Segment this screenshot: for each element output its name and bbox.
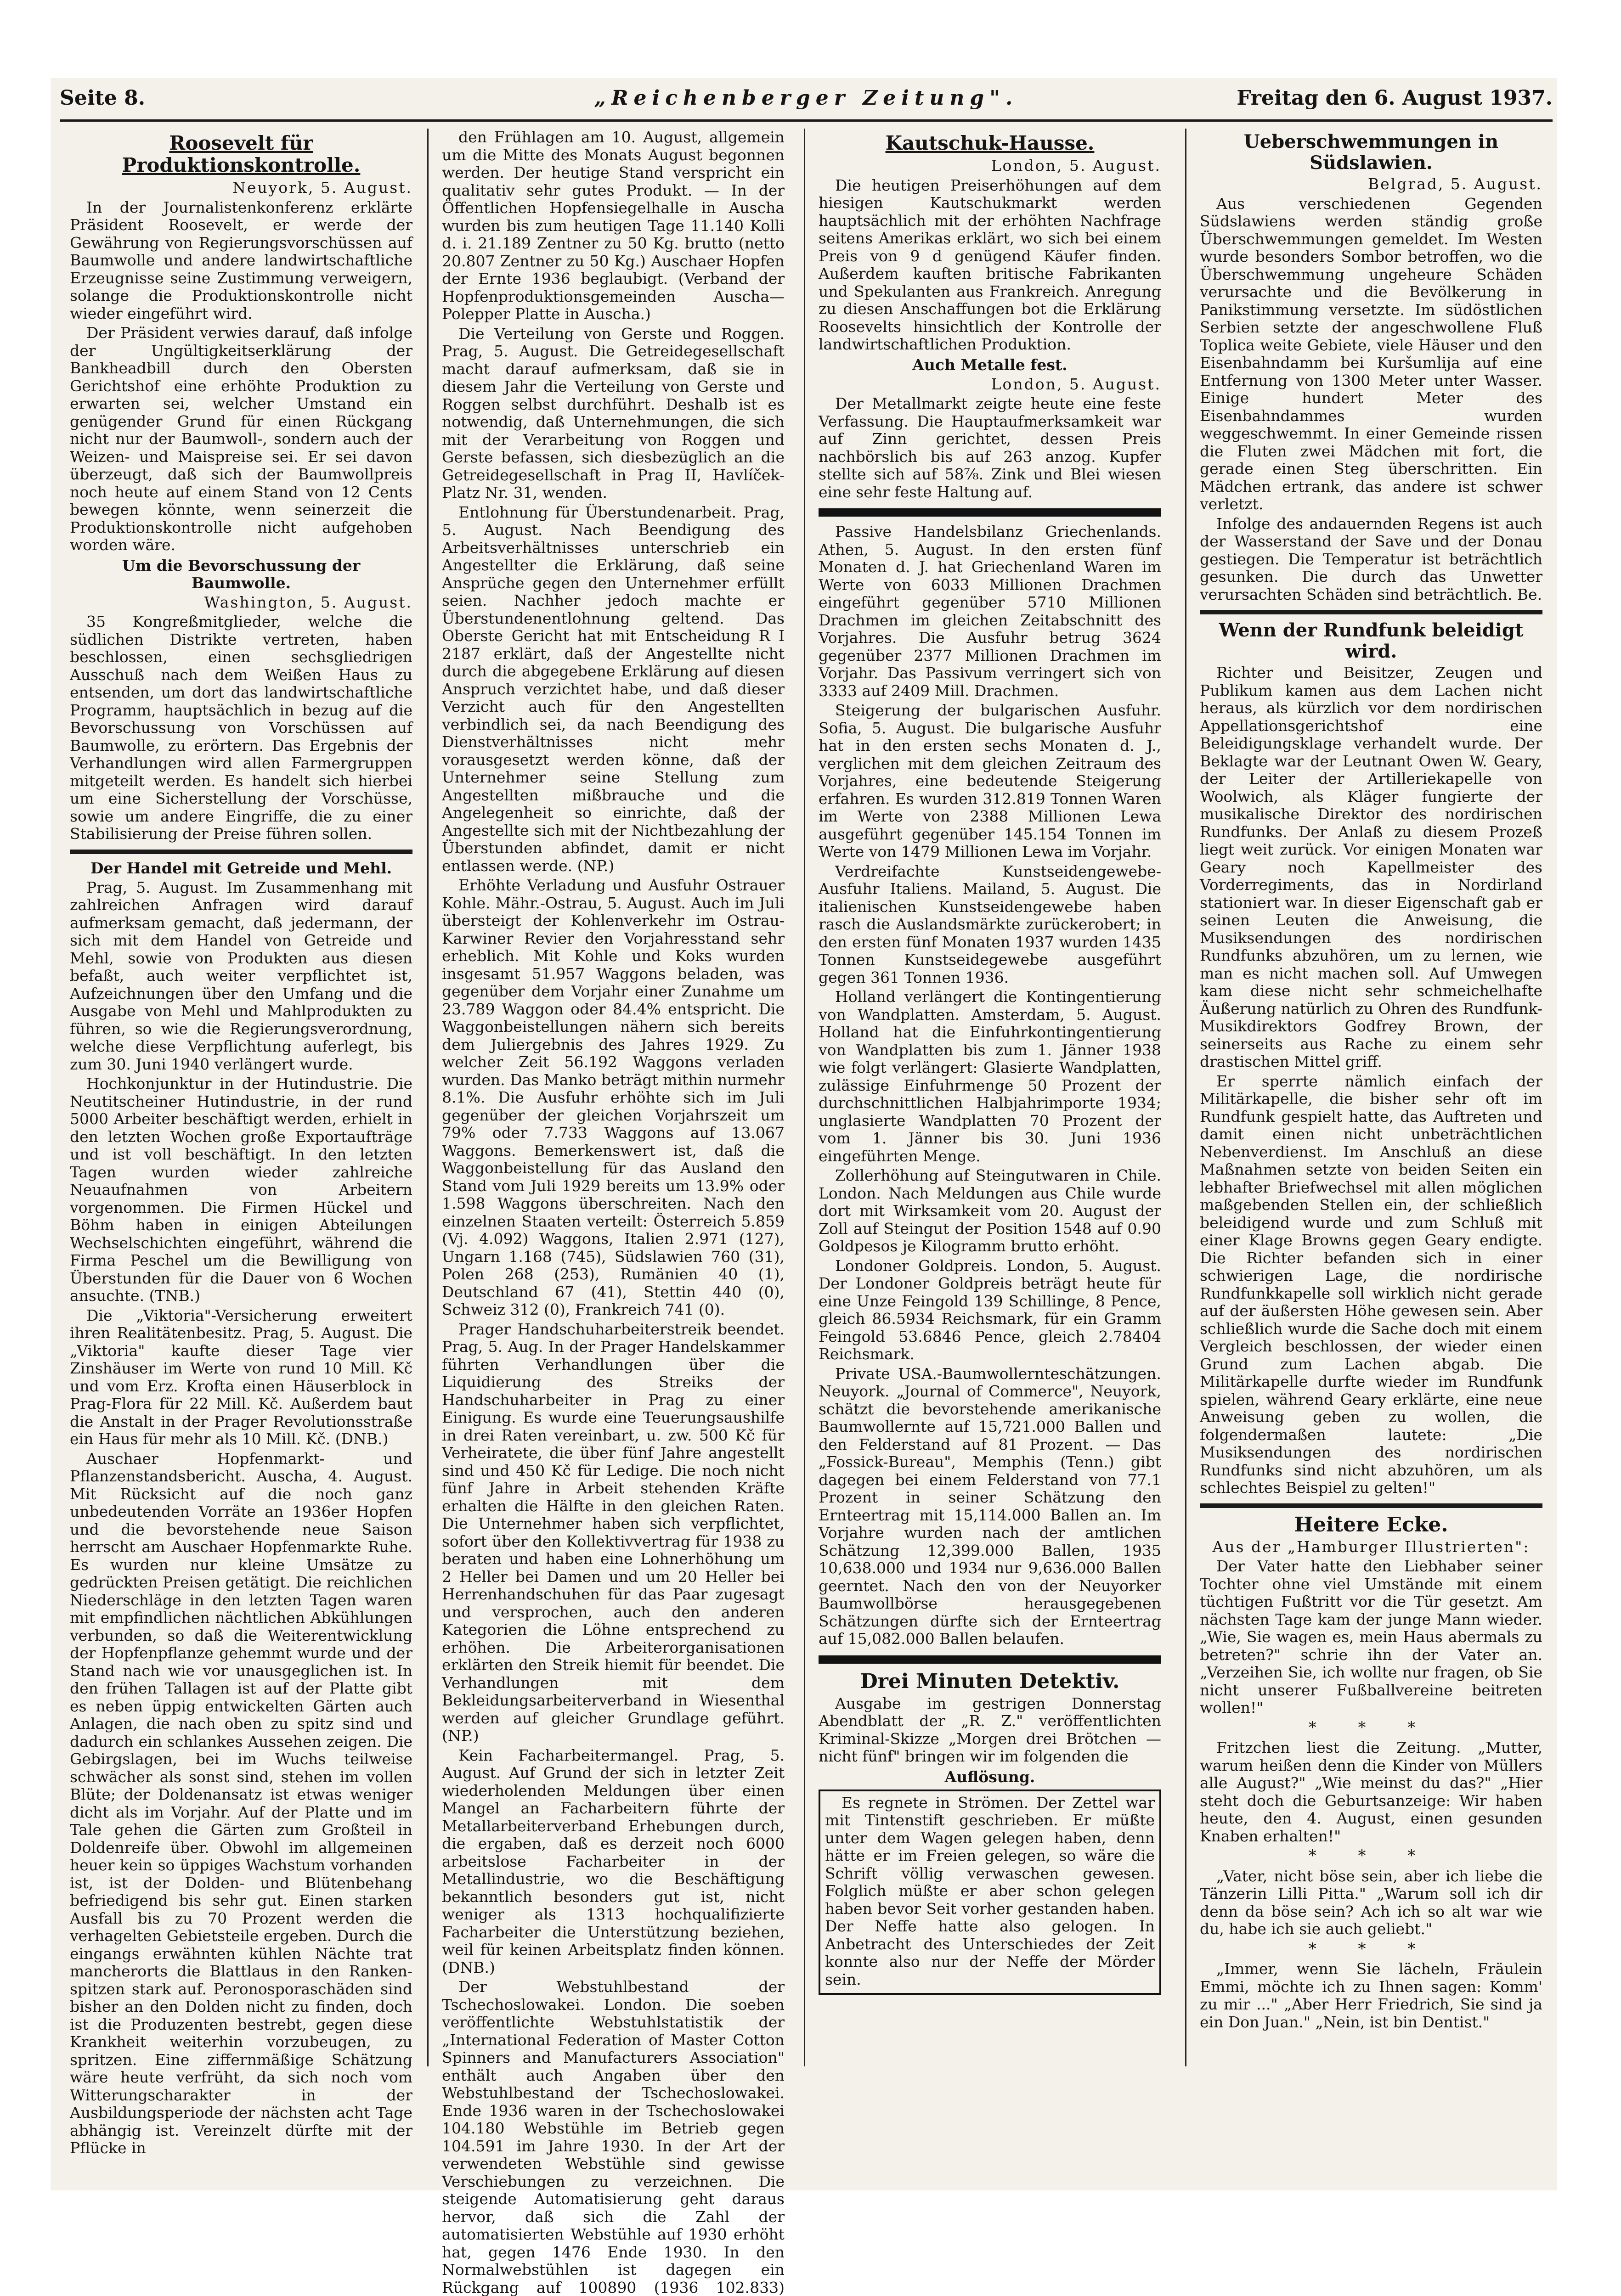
article-paragraph: Aus verschiedenen Gegenden Südslawiens werden ständig große Überschwemmungen gemeldet. Im Westen wurde besonders Sombor betroffen, wo die Überschwemmung ungeheure Schäden verursachte und die Bevölkerung in Panikstimmung versetzte. Im südöstlichen Serbien setzte der angeschwollene Fluß Toplica weite Gebiete, viele Häuser und den Eisenbahndamm bei Kuršumlija auf eine Entfernung von 1300 Meter unter Wasser. Einige hundert Meter des Eisenbahndammes wurden weggeschwemmt. In einer Gemeinde rissen die Fluten zwei Mädchen mit fort, die gerade einen Steg überschritten. Ein Mädchen ertrank, das andere ist schwer verletzt. (1200, 194, 1542, 513)
news-item: Holland verlängert die Kontingentierung von Wandplatten. Amsterdam, 5. August. Holland hat die Einfuhrkontingentierung von Wandplatten bis zum 1. Jänner 1938 wie folgt verlängert: Glasierte Wandplatten, zulässige Einfuhrmenge 50 Prozent der durchschnittlichen Halbjahrimporte 1934; unglasierte Wandplatten 70 Prozent der vom 1. Jänner bis 30. Juni 1936 eingeführten Menge. (819, 988, 1161, 1165)
separator: * * * (1308, 1718, 1434, 1737)
headline: Ueberschwemmungen in Südslawien. (1243, 131, 1499, 174)
dateline: Washington, 5. August. (204, 593, 412, 611)
headline: Drei Minuten Detektiv. (860, 1669, 1120, 1693)
article-paragraph: Prag, 5. August. Im Zusammenhang mit zahlreichen Anfragen wird darauf aufmerksam gemacht, daß jedermann, der sich mit dem Handel von Getreide und Mehl, sowie von Produkten aus diesen befaßt, auch weiter verpflichtet ist, Aufzeichnungen über den Umfang und die Ausgabe von Mehl und Mahlprodukten zu führen, so wie die Regierungsverordnung, welche diese Verpflichtung auferlegt, bis zum 30. Juni 1940 verlängert wurde. (70, 878, 412, 1073)
article-paragraph: 35 Kongreßmitglieder, welche die südlichen Distrikte vertreten, haben beschlossen, einen sechsgliedrigen Ausschuß nach dem Weißen Haus zu entsenden, um dort das landwirtschaftliche Programm, hauptsächlich in bezug auf die Bevorschussung von Vorschüssen auf Baumwolle, zu erörtern. Das Ergebnis der Verhandlungen wird allen Farmergruppen mitgeteilt werden. Es handelt sich hierbei um eine Sicherstellung der Vorschüsse, sowie um andere Eingriffe, die zu einer Stabilisierung der Preise führen sollen. (70, 613, 412, 843)
news-item: Londoner Goldpreis. London, 5. August. Der Londoner Goldpreis beträgt heute für eine Unze Feingold 139 Schillinge, 8 Pence, gleich 86.5934 Reichsmark, für ein Gramm Feingold 53.6846 Pence, gleich 2.78404 Reichsmark. (819, 1256, 1161, 1363)
section-rule (819, 508, 1161, 517)
article-paragraph: den Frühlagen am 10. August, allgemein um die Mitte des Monats August begonnen werden. Der heutige Stand verspricht ein qualitativ sehr gutes Produkt. — In der Öffentlichen Hopfensiegelhalle in Auscha wurden bis zum heutigen Tage 11.140 Kolli d. i. 21.189 Zentner zu 50 Kg. brutto (netto 20.807 Zentner zu 50 Kg.) Auschaer Hopfen der Ernte 1936 beglaubigt. (Verband der Hopfenproduktionsgemeinden Auscha—Polepper Platte in Auscha.) (442, 128, 785, 323)
headline: Kautschuk-Hausse. (885, 132, 1095, 154)
section-rule (70, 850, 412, 854)
news-item: Der Webstuhlbestand der Tschechoslowakei. London. Die soeben veröffentlichte Webstuhlstatistik der „International Federation of Master Cotton Spinners and Manufacturers Association" enthält auch Angaben über den Webstuhlbestand der Tschechoslowakei. Ende 1936 waren in der Tschechoslowakei 104.180 Webstühle im Betrieb gegen 104.591 im Jahre 1930. In der Art der verwendeten Webstühle sind gewisse Verschiebungen zu verzeichnen. Die steigende Automatisierung geht daraus hervor, daß sich die Zahl der automatisierten Webstühle auf 1930 erhöht hat, gegen 1476 Ende 1930. In den Normalwebstühlen ist dagegen ein Rückgang auf 100890 (1936 102.833) (442, 1978, 785, 2296)
news-item: Prager Handschuharbeiterstreik beendet. Prag, 5. Aug. In der Prager Handelskammer führten Verhandlungen über die Liquidierung des Streiks der Handschuharbeiter in Prag zu einer Einigung. Es wurde eine Teuerungsaushilfe in drei Raten vereinbart, u. zw. 500 Kč für Verheiratete, die über fünf Jahre angestellt sind und 450 Kč für Ledige. Die noch nicht fünf Jahre in Arbeit stehenden Kräfte erhalten die Hälfte in den gleichen Raten. Die Unternehmer haben sich verpflichtet, sofort über den Kollektivvertrag für 1938 zu beraten und haben eine Lohnerhöhung um 2 Heller bei Damen und um 20 Heller bei Herrenhandschuhen für das Paar zugesagt und versprochen, auch den anderen Kategorien die Löhne entsprechend zu erhöhen. Die Arbeiterorganisationen erklärten den Streik hiemit für beendet. Die Verhandlungen mit dem Bekleidungsarbeiterverband in Wiesenthal werden auf gleicher Grundlage geführt. (NP.) (442, 1320, 785, 1745)
article-paragraph: Ausgabe im gestrigen Donnerstag Abendblatt der „R. Z." veröffentlichten Kriminal-Skizze „Morgen drei Brötchen — nicht fünf" bringen wir im folgenden die (819, 1694, 1161, 1765)
column-2 (436, 128, 790, 2296)
issue-date: Freitag den 6. August 1937. (1237, 86, 1553, 110)
article-paragraph: Der Metallmarkt zeigte heute eine feste Verfassung. Die Hauptaufmerksamkeit war auf Zinn gerichtet, dessen Preis nachbörslich bis auf 263 anzog. Kupfer stellte sich auf 58⅞. Zink und Blei wiesen eine sehr feste Haltung auf. (819, 394, 1161, 501)
section-rule (1200, 610, 1542, 614)
article-paragraph: Die heutigen Preiserhöhungen auf dem hiesigen Kautschukmarkt werden hauptsächlich mit der erhöhten Nachfrage seitens Amerikas erklärt, wo sich bei einem Preis von 9 d genügend Käufer finden. Außerdem kauften britische Fabrikanten und Spekulanten aus Frankreich. Anregung zu diesen Anschaffungen bot die Erklärung Roosevelts hinsichtlich der Kontrolle der landwirtschaftlichen Produktion. (819, 176, 1161, 353)
news-item: Passive Handelsbilanz Griechenlands. Athen, 5. August. In den ersten fünf Monaten d. J. hat Griechenland Waren im Werte von 6033 Millionen Drachmen eingeführt gegenüber 5710 Millionen Drachmen im gleichen Zeitabschnitt des Vorjahres. Die Ausfuhr betrug 3624 gegenüber 2377 Millionen Drachmen im Vorjahr. Das Passivum verringert sich von 3333 auf 2409 Mill. Drachmen. (819, 523, 1161, 700)
column-4 (1194, 129, 1548, 2066)
article-paragraph: Er sperrte nämlich einfach der Militärkapelle, die bisher sehr oft im Rundfunk gespielt hatte, das Auftreten und damit einen nicht unbeträchtlichen Nebenverdienst. Im Anschluß an diese Maßnahmen setzte von beiden Seiten ein lebhafter Briefwechsel mit allen möglichen maßgebenden Stellen ein, der schließlich beleidigend wurde und zum Schluß mit einer Klage Browns gegen Geary endigte. Die Richter befanden sich in einer schwierigen Lage, die nordirische Rundfunkkapelle soll wirklich nicht gerade auf der äußersten Höhe gewesen sein. Aber schließlich wurde die Sache doch mit einem Vergleich beschlossen, der wieder einen Grund zum Lachen abgab. Die Militärkapelle durfte wieder im Rundfunk spielen, während Geary erklärte, eine neue Anweisung geben zu wollen, die folgendermaßen lautete: „Die Musiksendungen des nordirischen Rundfunks sind nicht abzuhören, um als schlechtes Beispiel zu gelten!" (1200, 1072, 1542, 1497)
joke: „Vater, nicht böse sein, aber ich liebe die Tänzerin Lilli Pitta." „Warum soll ich dir denn da böse sein? Ach ich so alt war wie du, habe ich sie auch geliebt." (1200, 1867, 1542, 1938)
column-rule (1185, 129, 1186, 2066)
news-item: Die „Viktoria"-Versicherung erweitert ihren Realitätenbesitz. Prag, 5. August. Die „Viktoria" kaufte dieser Tage vier Zinshäuser im Werte von rund 10 Mill. Kč und vom Erz. Krofta einen Häuserblock in Prag-Flora für 22 Mill. Kč. Außerdem baut die Anstalt in der Prager Revolutionsstraße ein Haus für mehr als 10 Mill. Kč. (DNB.) (70, 1306, 412, 1448)
headline: Heitere Ecke. (1294, 1513, 1448, 1536)
section-rule (1200, 1503, 1542, 1508)
article-paragraph: Infolge des andauernden Regens ist auch der Wasserstand der Save und der Donau gestiegen. Die Temperatur ist beträchtlich gesunken. Die durch das Unwetter verursachten Schäden sind beträchtlich. Be. (1200, 514, 1542, 603)
headline: Um die Bevorschussung der Baumwolle. (122, 556, 361, 592)
joke: Der Vater hatte den Liebhaber seiner Tochter ohne viel Umstände mit einem tüchtigen Fußtritt vor die Tür gesetzt. Am nächsten Tage kam der junge Mann wieder. „Wie, Sie wagen es, mein Haus abermals zu betreten?" schrie ihn der Vater an. „Verzeihen Sie, ich wollte nur fragen, ob Sie nicht unserer Fußballvereine beitreten wollen!" (1200, 1557, 1542, 1716)
subheadline: Auflösung. (944, 1767, 1035, 1786)
column-3 (813, 129, 1167, 2066)
masthead (60, 83, 1553, 122)
news-item: Kein Facharbeitermangel. Prag, 5. August. Auf Grund der sich in letzter Zeit wiederholenden Meldungen über einen Mangel an Facharbeitern führte der Metallarbeiterverband Erhebungen durch, die ergaben, daß es derzeit noch 6000 arbeitslose Facharbeiter in der Metallindustrie, wo die Beschäftigung bekanntlich besonders gut ist, nicht weniger als 1313 hochqualifizierte Facharbeiter die Unterstützung beziehen, weil für keinen Arbeitsplatz finden können. (DNB.) (442, 1746, 785, 1976)
dateline: London, 5. August. (991, 157, 1161, 174)
news-item: Die Verteilung von Gerste und Roggen. Prag, 5. August. Die Getreidegesellschaft macht darauf aufmerksam, daß sie in diesem Jahr die Verteilung von Gerste und Roggen selbst durchführt. Deshalb ist es notwendig, daß Unternehmungen, die sich mit der Verarbeitung von Roggen und Gerste befassen, sich diesbezüglich an die Getreidegesellschaft in Prag II, Havlíček-Platz Nr. 31, wenden. (442, 324, 785, 501)
joke: Fritzchen liest die Zeitung. „Mutter, warum heißen denn die Kinder von Müllers alle August?" „Wie meinst du das?" „Hier steht doch die Geburtsanzeige: Wir haben heute, den 4. August, einen gesunden Knaben erhalten!" (1200, 1739, 1542, 1845)
article-paragraph: Es regnete in Strömen. Der Zettel war mit Tintenstift geschrieben. Er müßte unter dem Wagen gelegen haben, denn hätte er im Freien gelegen, so wäre die Schrift völlig verwaschen gewesen. Folglich müßte er aber schon gelegen haben bevor Seit vorher gestanden haben. Der Neffe hatte also gelogen. In Anbetracht des Unterschiedes der Zeit konnte also nur der Neffe der Mörder sein. (825, 1793, 1155, 1988)
source-line: Aus der „Hamburger Illustrierten": (1212, 1537, 1530, 1556)
headline: Auch Metalle fest. (912, 355, 1067, 374)
news-item: Private USA.-Baumwollernteschätzungen. Neuyork. „Journal of Commerce", Neuyork, schätzt die bevorstehende amerikanische Baumwollernte auf 15,721.000 Ballen und den Felderstand auf 81 Prozent. — Das „Fossick-Bureau", Memphis (Tenn.) gibt dagegen bei einem Felderstand von 77.1 Prozent in seiner Schätzung den Ernteertrag mit 15,114.000 Ballen an. Im Vorjahre wurden nach der amtlichen Schätzung 12,399.000 Ballen, 1935 10,638.000 und 1934 nur 9,636.000 Ballen geerntet. Nach den von der Neuyorker Baumwollbörse herausgegebenen Schätzungen dürfte sich der Ernteertrag auf 15,082.000 Ballen belaufen. (819, 1364, 1161, 1648)
dateline: Belgrad, 5. August. (1367, 175, 1542, 193)
news-item: Zollerhöhung auf Steingutwaren in Chile. London. Nach Meldungen aus Chile wurde dort mit Wirksamkeit vom 20. August der Zoll auf Steingut der Position 1548 auf 0.90 Goldpesos je Kilogramm brutto erhöht. (819, 1166, 1161, 1255)
headline: Der Handel mit Getreide und Mehl. (90, 859, 392, 877)
column-rule (804, 129, 805, 2066)
newspaper-title: „Reichenberger Zeitung". (594, 86, 1018, 110)
section-rule (819, 1655, 1161, 1664)
news-item: Entlohnung für Überstundenarbeit. Prag, 5. August. Nach Beendigung des Arbeitsverhältnisses unterschrieb ein Angestellter die Erklärung, daß seine Ansprüche gegen den Unternehmer erfüllt seien. Nachher jedoch machte er Überstundenentlohnung geltend. Das Oberste Gericht hat mit Entscheidung R I 2187 erklärt, daß der Angestellte nicht durch die abgegebene Erklärung auf diesen Anspruch verzichtet habe, und daß dieser Verzicht auch für den Angestellten verbindlich sei, da nach Beendigung des Dienstverhältnisses nicht mehr vorausgesetzt werden könne, daß der Unternehmer seine Stellung zum Angestellten mißbrauche und die Angelegenheit so einrichte, daß der Angestellte sich mit der Nichtbezahlung der Überstunden abfindet, damit er nicht entlassen werde. (NP.) (442, 503, 785, 875)
dateline: Neuyork, 5. August. (232, 179, 412, 197)
column-1 (64, 129, 418, 2157)
solution-box (819, 1790, 1161, 1995)
article-paragraph: In der Journalistenkonferenz erklärte Präsident Roosevelt, er werde der Gewährung von Regierungsvorschüssen auf Baumwolle und andere landwirtschaftliche Erzeugnisse seine Zustimmung verweigern, solange die Produktionskontrolle nicht wieder eingeführt wird. (70, 198, 412, 322)
dateline: London, 5. August. (991, 375, 1161, 393)
news-item: Steigerung der bulgarischen Ausfuhr. Sofia, 5. August. Die bulgarische Ausfuhr hat in den ersten sechs Monaten d. J., verglichen mit dem gleichen Zeitraum des Vorjahres, eine bedeutende Steigerung erfahren. Es wurden 312.819 Tonnen Waren im Werte von 2388 Millionen Lewa ausgeführt gegenüber 145.154 Tonnen im Werte von 1479 Millionen Lewa im Vorjahr. (819, 701, 1161, 861)
article-paragraph: Richter und Beisitzer, Zeugen und Publikum kamen aus dem Lachen nicht heraus, als kürzlich vor dem nordirischen Appellationsgerichtshof eine Beleidigungsklage verhandelt wurde. Der Beklagte war der Leutnant Owen W. Geary, der Leiter der Artilleriekapelle von Woolwich, als Kläger fungierte der musikalische Direktor des nordirischen Rundfunks. Der Anlaß zu diesem Prozeß liegt weit zurück. Vor einigen Monaten war Geary noch Kapellmeister des Vorderregiments, das in Nordirland stationiert war. In dieser Eigenschaft gab er seinen Leuten die Anweisung, die Musiksendungen des nordirischen Rundfunks abzuhören, um zu lernen, wie man es nicht machen soll. Auf Umwegen kam diese nicht sehr schmeichelhafte Äußerung natürlich zu Ohren des Rundfunk-Musikdirektors Godfrey Brown, der seinerseits aus Rache zu einem sehr drastischen Mittel griff. (1200, 664, 1542, 1070)
news-item: Hochkonjunktur in der Hutindustrie. Die Neutitscheiner Hutindustrie, in der rund 5000 Arbeiter beschäftigt werden, erhielt in den letzten Wochen große Exportaufträge und ist voll beschäftigt. In den letzten Tagen wurden wieder zahlreiche Neuaufnahmen von Arbeitern vorgenommen. Die Firmen Hückel und Böhm haben in einigen Abteilungen Wechselschichten eingeführt, während die Firma Peschel um die Bewilligung von Überstunden für die Dauer von 6 Wochen ansuchte. (TNB.) (70, 1075, 412, 1305)
joke: „Immer, wenn Sie lächeln, Fräulein Emmi, möchte ich zu Ihnen sagen: Komm' zu mir ..." „Aber Herr Friedrich, Sie sind ja ein Don Juan." „Nein, ist bin Dentist." (1200, 1960, 1542, 2031)
page-number: Seite 8. (60, 86, 146, 110)
article-paragraph: Der Präsident verwies darauf, daß infolge der Ungültigkeitserklärung der Bankheadbill durch den Obersten Gerichtshof eine erhöhte Produktion zu erwarten sei, welcher Umstand ein genügender Grund für einen Rückgang nicht nur der Baumwoll-, sondern auch der Weizen- und Maispreise sei. Er sei davon überzeugt, daß sich der Baumwollpreis noch heute auf einem Stand von 12 Cents bewegen könnte, wenn seinerzeit die Produktionskontrolle nicht aufgehoben worden wäre. (70, 324, 412, 554)
news-item: Erhöhte Verladung und Ausfuhr Ostrauer Kohle. Mähr.-Ostrau, 5. August. Auch im Juli übersteigt der Kohlenverkehr im Ostrau-Karwiner Revier den Vorjahresstand sehr erheblich. Mit Kohle und Koks wurden insgesamt 51.957 Waggons beladen, was gegenüber dem Vorjahr einer Zunahme um 23.789 Waggon oder 84.4% entspricht. Die Waggonbeistellungen nähern sich bereits dem Juliergebnis des Jahres 1929. Zu welcher Zeit 56.192 Waggons verladen wurden. Das Manko beträgt mithin nurmehr 8.1%. Die Ausfuhr erhöhte sich im Juli gegenüber der gleichen Vorjahrszeit um 79% oder 7.733 Waggons auf 13.067 Waggons. Bemerkenswert ist, daß die Waggonbeistellung für das Ausland den Stand vom Juli 1929 bereits um 13.9% oder 1.598 Waggons überschreiten. Nach den einzelnen Staaten verteilt: Österreich 5.859 (Vj. 4.092) Waggons, Italien 2.971 (127), Ungarn 1.168 (745), Südslawien 760 (31), Polen 268 (253), Rumänien 40 (1), Deutschland 67 (41), Stettin 440 (0), Schweiz 312 (0), Frankreich 741 (0). (442, 876, 785, 1318)
separator: * * * (1308, 1846, 1434, 1865)
news-item: Verdreifachte Kunstseidengewebe-Ausfuhr Italiens. Mailand, 5. August. Die italienischen Kunstseidengewebe haben rasch die Auslandsmärkte zurückerobert; in den ersten fünf Monaten 1937 wurden 1435 Tonnen Kunstseidegewebe ausgeführt gegen 361 Tonnen 1936. (819, 862, 1161, 986)
column-rule (427, 129, 429, 2066)
separator: * * * (1308, 1939, 1434, 1958)
news-item: Auschaer Hopfenmarkt- und Pflanzenstandsbericht. Auscha, 4. August. Mit Rücksicht auf die noch ganz unbedeutenden Vorräte an 1936er Hopfen und die bevorstehende neue Saison herrscht am Auschaer Hopfenmarkte Ruhe. Es wurden nur kleine Umsätze zu gedrückten Preisen getätigt. Die reichlichen Niederschläge in den letzten Tagen waren mit empfindlichen nächtlichen Abkühlungen verbunden, so daß die Weiterentwicklung der Hopfenpflanze gehemmt wurde und der Stand nach wie vor unausgeglichen ist. In den frühen Tallagen ist auf der Platte gibt es neben üppig entwickelten Gärten auch Anlagen, die nach oben zu spitz sind und dadurch ein schlankes Aussehen zeigen. Die Gebirgslagen, bei im Wuchs teilweise schwächer als sonst sind, stehen im vollen Blüte; der Doldenansatz ist etwas weniger dicht als im Vorjahr. Auf der Platte und im Tale gehen die Gärten zum Großteil in Doldenreife über. Obwohl im allgemeinen heuer kein so üppiges Wachstum vorhanden ist, ist der Dolden- und Blütenbehang befriedigend bis sehr gut. Einen starken Ausfall bis zu 70 Prozent werden die verhagelten Gebietsteile ergeben. Durch die eingangs erwähnten kühlen Nächte trat mancherorts die Blattlaus in den Ranken-spitzen stark auf. Peronosporaschäden sind bisher an den Dolden nicht zu finden, doch ist die Produzenten bestrebt, gegen diese Krankheit weiterhin vorzubeugen, zu spritzen. Eine ziffernmäßige Schätzung wäre heute verfrüht, da sich noch vom Witterungscharakter in der Ausbildungsperiode der nächsten acht Tage abhängig ist. Vereinzelt dürfte mit der Pflücke in (70, 1449, 412, 2157)
headline: Wenn der Rundfunk beleidigt wird. (1219, 619, 1524, 662)
headline: Roosevelt für Produktionskontrolle. (122, 132, 361, 176)
